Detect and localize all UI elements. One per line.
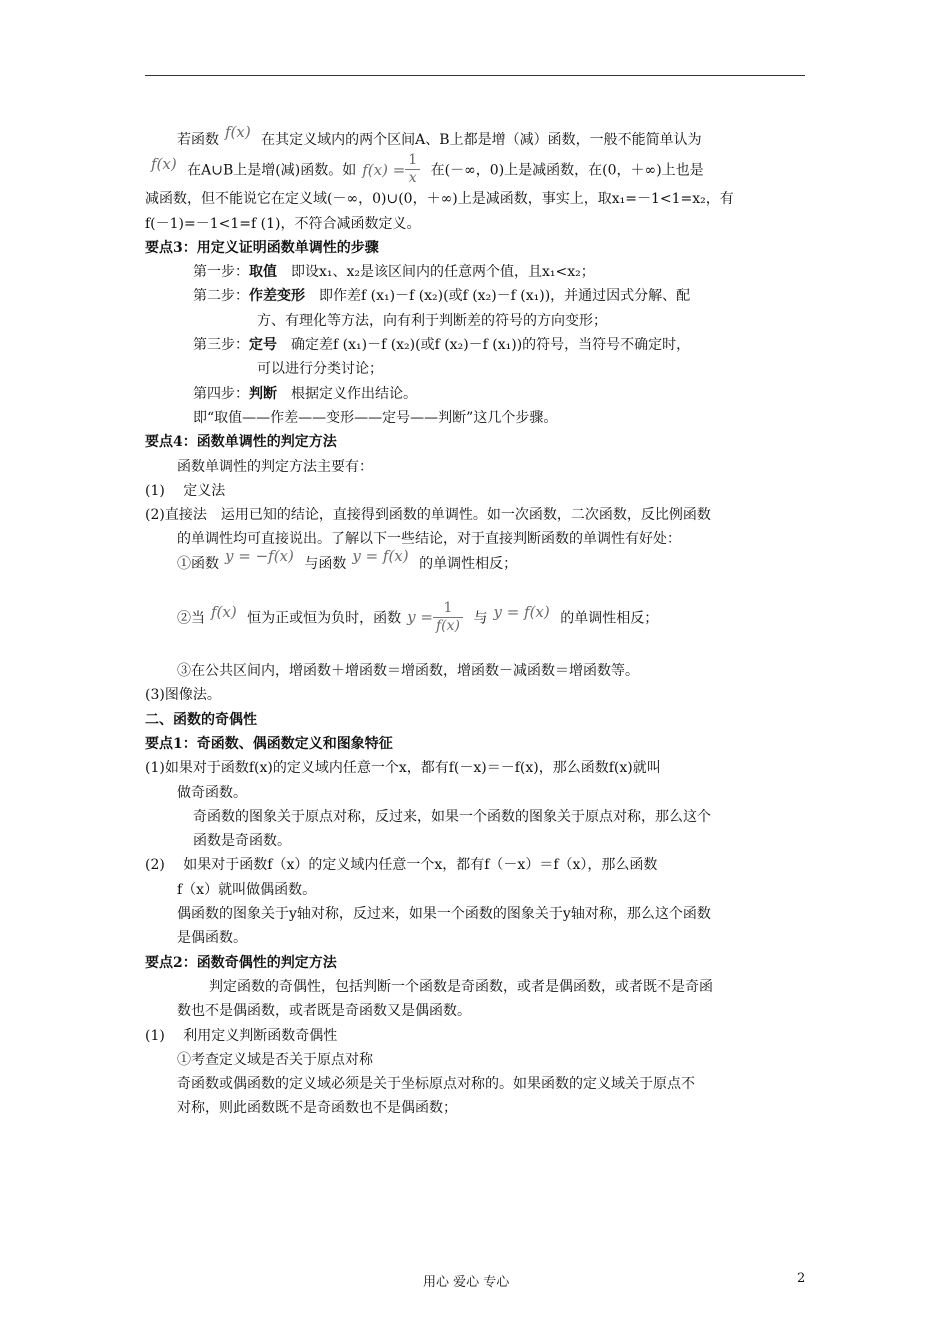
text-line xyxy=(145,1024,813,1048)
text-run: 做奇函数。 xyxy=(177,784,247,801)
text-line xyxy=(145,805,813,829)
text-run: 判定函数的奇偶性，包括判断一个函数是奇函数，或者是偶函数，或者既不是奇函 xyxy=(209,978,713,995)
math-fraction xyxy=(407,600,463,635)
text-line xyxy=(145,999,813,1023)
text-line xyxy=(145,406,813,430)
text-run: 奇函数或偶函数的定义域必须是关于坐标原点对称的。如果函数的定义域关于原点不 xyxy=(177,1076,695,1093)
section-heading xyxy=(145,732,813,756)
text-run: 方、有理化等方法，向有利于判断差的符号的方向变形； xyxy=(257,312,607,329)
text-run: 对称，则此函数既不是奇函数也不是偶函数； xyxy=(177,1100,457,1117)
text-run: (1) 利用定义判断函数奇偶性 xyxy=(145,1027,338,1044)
text-line xyxy=(145,212,813,236)
text-run: 与函数 xyxy=(299,555,347,572)
text-run: 要点4：函数单调性的判定方法 xyxy=(145,434,337,451)
text-run: 是偶函数。 xyxy=(177,930,247,947)
text-line xyxy=(145,123,813,152)
text-run: 确定差f (x₁)－f (x₂)(或f (x₂)－f (x₁))的符号，当符号不确定时， xyxy=(277,337,691,354)
header-rule xyxy=(145,75,805,76)
math-expression: f(x) xyxy=(225,123,251,141)
text-run: 根据定义作出结论。 xyxy=(277,385,417,402)
text-run: 的单调性相反； xyxy=(555,610,659,627)
page-number: 2 xyxy=(797,1271,806,1286)
text-line xyxy=(145,1048,813,1072)
text-run: f（x）就叫做偶函数。 xyxy=(177,881,317,898)
line-gap xyxy=(145,635,813,659)
text-run: (1)如果对于函数f(x)的定义域内任意一个x，都有f(－x)＝－f(x)，那么函数f(x)就叫 xyxy=(145,760,661,777)
text-line xyxy=(145,187,813,211)
text-run: 要点2：函数奇偶性的判定方法 xyxy=(145,954,337,971)
text-line xyxy=(145,1072,813,1096)
section-heading xyxy=(145,951,813,975)
text-line xyxy=(145,926,813,950)
text-line xyxy=(145,683,813,707)
fraction-denominator: x xyxy=(408,170,417,187)
text-line xyxy=(145,1096,813,1120)
text-run: 第三步： xyxy=(193,337,249,354)
text-line xyxy=(145,546,813,576)
text-line xyxy=(145,309,813,333)
text-line xyxy=(145,902,813,926)
math-expression: f(x) xyxy=(211,603,237,622)
text-line xyxy=(145,152,813,187)
text-run: 即设x₁、x₂是该区间内的任意两个值，且x₁<x₂； xyxy=(277,264,595,281)
text-run: 奇函数的图象关于原点对称，反过来，如果一个函数的图象关于原点对称，那么这个 xyxy=(193,808,711,825)
bold-term: 判断 xyxy=(249,385,277,402)
section-heading xyxy=(145,430,813,454)
text-run: 第二步： xyxy=(193,288,249,305)
document-body xyxy=(145,123,813,1121)
text-line xyxy=(145,479,813,503)
text-run: 要点1：奇函数、偶函数定义和图象特征 xyxy=(145,735,393,752)
text-line xyxy=(145,503,813,527)
text-line xyxy=(145,600,813,635)
text-run: 恒为正或恒为负时，函数 xyxy=(242,610,402,627)
section-heading xyxy=(145,708,813,732)
fraction-numerator: 1 xyxy=(405,152,420,170)
text-run: 若函数 xyxy=(177,132,219,148)
bold-term: 定号 xyxy=(249,337,277,354)
text-run: 函数单调性的判定方法主要有： xyxy=(177,458,373,475)
text-run: (2) 如果对于函数f（x）的定义域内任意一个x，都有f（－x）＝f（x），那么函数 xyxy=(145,857,658,874)
text-run: 即作差f (x₁)－f (x₂)(或f (x₂)－f (x₁))，并通过因式分解、配 xyxy=(305,288,691,305)
math-expression: y = f(x) xyxy=(493,603,550,622)
text-run: 在A∪B上是增(减)函数。如 xyxy=(182,162,357,179)
fraction xyxy=(405,152,420,187)
text-run: 要点3：用定义证明函数单调性的步骤 xyxy=(145,239,379,256)
text-line xyxy=(145,878,813,902)
text-run: ③在公共区间内，增函数＋增函数＝增函数，增函数－减函数＝增函数等。 xyxy=(177,663,639,680)
math-fraction xyxy=(362,152,420,187)
text-line xyxy=(145,260,813,284)
text-line xyxy=(145,284,813,308)
fraction-lhs: f(x) = xyxy=(362,160,406,179)
text-run: 偶函数的图象关于y轴对称，反过来，如果一个函数的图象关于y轴对称，那么这个函数 xyxy=(177,906,711,923)
text-run: 减函数，但不能说它在定义域(－∞，0)∪(0，＋∞)上是减函数，事实上，取x₁=－1<1=x₂，有 xyxy=(145,191,734,208)
footer-slogan: 用心 爱心 专心 xyxy=(423,1275,510,1290)
text-line xyxy=(145,975,813,999)
text-run: 与 xyxy=(469,610,488,627)
text-run: 二、函数的奇偶性 xyxy=(145,711,257,728)
text-line xyxy=(145,659,813,683)
text-run: (2)直接法 运用已知的结论，直接得到函数的单调性。如一次函数，二次函数，反比例函数 xyxy=(145,507,711,524)
text-run: 的单调性相反； xyxy=(414,555,518,572)
fraction xyxy=(433,600,463,635)
text-line xyxy=(145,455,813,479)
fraction-denominator: f(x) xyxy=(435,618,460,635)
text-run: ①考查定义域是否关于原点对称 xyxy=(177,1051,373,1068)
text-run: 可以进行分类讨论； xyxy=(257,361,383,378)
text-run: 函数是奇函数。 xyxy=(193,833,291,850)
text-run: 在其定义域内的两个区间A、B上都是增（减）函数，一般不能简单认为 xyxy=(256,132,702,148)
text-run: 在(－∞，0)上是减函数，在(0，＋∞)上也是 xyxy=(426,162,704,179)
line-gap xyxy=(145,576,813,600)
text-run: (1) 定义法 xyxy=(145,482,226,499)
bold-term: 作差变形 xyxy=(249,288,305,305)
math-expression: y = −f(x) xyxy=(225,546,294,565)
text-line xyxy=(145,829,813,853)
text-run: ①函数 xyxy=(177,555,219,572)
text-line xyxy=(145,756,813,780)
text-run: 即“取值——作差——变形——定号——判断”这几个步骤。 xyxy=(193,409,558,426)
text-line xyxy=(145,382,813,406)
text-line xyxy=(145,781,813,805)
bold-term: 取值 xyxy=(249,264,277,281)
text-run: f(－1)=－1<1=f (1)，不符合减函数定义。 xyxy=(145,215,421,232)
text-run: (3)图像法。 xyxy=(145,687,221,704)
math-expression: f(x) xyxy=(151,155,177,174)
text-run: ②当 xyxy=(177,610,205,627)
text-run: 的单调性均可直接说出。了解以下一些结论，对于直接判断函数的单调性有好处： xyxy=(177,531,681,548)
fraction-numerator: 1 xyxy=(433,600,463,618)
section-heading xyxy=(145,236,813,260)
text-run: 数也不是偶函数，或者既是奇函数又是偶函数。 xyxy=(177,1003,471,1020)
text-line xyxy=(145,333,813,357)
text-run: 第一步： xyxy=(193,264,249,281)
text-run: 第四步： xyxy=(193,385,249,402)
math-expression: y = f(x) xyxy=(352,546,409,565)
text-line xyxy=(145,853,813,877)
fraction-lhs: y = xyxy=(407,608,433,627)
text-line xyxy=(145,357,813,381)
